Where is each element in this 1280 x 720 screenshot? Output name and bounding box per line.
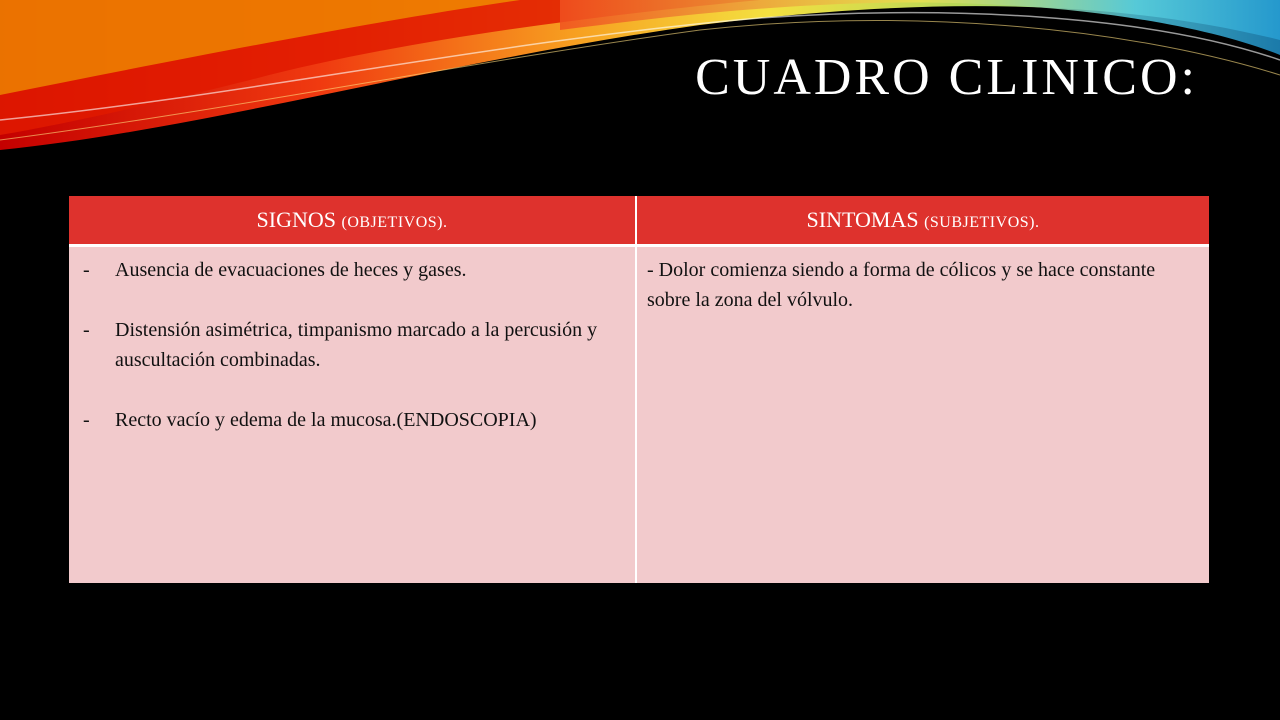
clinical-table bbox=[69, 196, 1209, 583]
header-sintomas-sub: (SUBJETIVOS). bbox=[924, 214, 1040, 231]
header-signos bbox=[69, 196, 636, 246]
list-bullet: - bbox=[83, 319, 90, 341]
table-header-row bbox=[69, 196, 1209, 246]
slide-title: CUADRO CLINICO: bbox=[695, 49, 1198, 106]
list-item bbox=[79, 255, 625, 285]
sintomas-cell bbox=[636, 246, 1209, 584]
sintomas-text: - Dolor comienza siendo a forma de cólicos y se hace constante sobre la zona del vólvulo. bbox=[647, 259, 1156, 311]
signos-cell bbox=[69, 246, 636, 584]
list-bullet: - bbox=[83, 259, 90, 281]
list-item bbox=[79, 405, 625, 435]
list-item bbox=[79, 315, 625, 375]
list-item-text: Distensión asimétrica, timpanismo marcado a la percusión y auscultación combinadas. bbox=[115, 319, 598, 371]
list-item-text: Recto vacío y edema de la mucosa.(ENDOSCOPIA) bbox=[115, 409, 537, 431]
header-sintomas-main: SINTOMAS bbox=[806, 207, 925, 232]
list-bullet: - bbox=[83, 409, 90, 431]
table-row bbox=[69, 246, 1209, 584]
header-signos-sub: (OBJETIVOS). bbox=[341, 214, 448, 231]
header-sintomas bbox=[636, 196, 1209, 246]
list-item-text: Ausencia de evacuaciones de heces y gases. bbox=[115, 259, 467, 281]
header-signos-main: SIGNOS bbox=[256, 207, 342, 232]
